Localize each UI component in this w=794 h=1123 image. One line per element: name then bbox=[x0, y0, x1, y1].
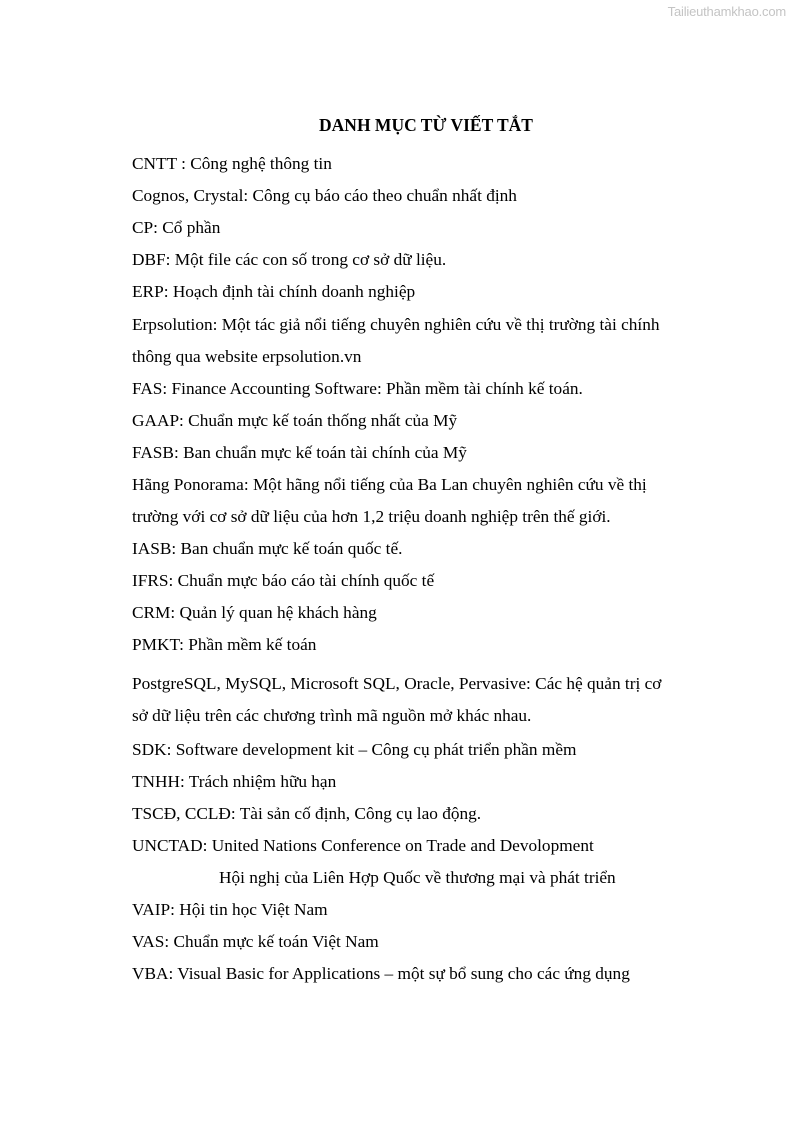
abbreviation-line: TSCĐ, CCLĐ: Tài sản cố định, Công cụ lao động. bbox=[132, 804, 482, 823]
abbreviation-line: IFRS: Chuẩn mực báo cáo tài chính quốc tế bbox=[132, 571, 435, 590]
abbreviation-line: ERP: Hoạch định tài chính doanh nghiệp bbox=[132, 282, 416, 301]
abbreviation-line-continuation: trường với cơ sở dữ liệu của hơn 1,2 triệu doanh nghiệp trên thế giới. bbox=[132, 507, 611, 526]
abbreviation-line-continuation: Hội nghị của Liên Hợp Quốc về thương mại và phát triển bbox=[219, 868, 616, 887]
abbreviation-line: CRM: Quản lý quan hệ khách hàng bbox=[132, 603, 377, 622]
abbreviation-line: Erpsolution: Một tác giả nổi tiếng chuyên nghiên cứu về thị trường tài chính bbox=[132, 315, 660, 334]
abbreviation-line-continuation: thông qua website erpsolution.vn bbox=[132, 347, 362, 366]
watermark: Tailieuthamkhao.com bbox=[667, 4, 786, 19]
abbreviation-line: CNTT : Công nghệ thông tin bbox=[132, 154, 332, 173]
page-title: DANH MỤC TỪ VIẾT TẮT bbox=[319, 115, 533, 135]
abbreviation-line: PMKT: Phần mềm kế toán bbox=[132, 635, 317, 654]
abbreviation-line: TNHH: Trách nhiệm hữu hạn bbox=[132, 772, 337, 791]
abbreviation-line: UNCTAD: United Nations Conference on Trade and Devolopment bbox=[132, 836, 594, 855]
abbreviation-line: VAS: Chuẩn mực kế toán Việt Nam bbox=[132, 932, 379, 951]
abbreviation-line: VAIP: Hội tin học Việt Nam bbox=[132, 900, 328, 919]
abbreviation-line: FASB: Ban chuẩn mực kế toán tài chính của Mỹ bbox=[132, 443, 467, 462]
abbreviation-line: FAS: Finance Accounting Software: Phần mềm tài chính kế toán. bbox=[132, 379, 583, 398]
abbreviation-line: GAAP: Chuẩn mực kế toán thống nhất của Mỹ bbox=[132, 411, 458, 430]
abbreviation-line: SDK: Software development kit – Công cụ phát triển phần mềm bbox=[132, 740, 577, 759]
abbreviation-line: Hãng Ponorama: Một hãng nổi tiếng của Ba Lan chuyên nghiên cứu về thị bbox=[132, 475, 647, 494]
abbreviation-line: IASB: Ban chuẩn mực kế toán quốc tế. bbox=[132, 539, 403, 558]
abbreviation-line: CP: Cổ phần bbox=[132, 218, 221, 237]
abbreviation-line: Cognos, Crystal: Công cụ báo cáo theo chuẩn nhất định bbox=[132, 186, 517, 205]
abbreviation-line: DBF: Một file các con số trong cơ sở dữ liệu. bbox=[132, 250, 447, 269]
abbreviation-line: PostgreSQL, MySQL, Microsoft SQL, Oracle, Pervasive: Các hệ quản trị cơ bbox=[132, 674, 662, 693]
abbreviation-line: VBA: Visual Basic for Applications – một sự bổ sung cho các ứng dụng bbox=[132, 964, 630, 983]
abbreviation-line-continuation: sở dữ liệu trên các chương trình mã nguồn mở khác nhau. bbox=[132, 706, 532, 725]
